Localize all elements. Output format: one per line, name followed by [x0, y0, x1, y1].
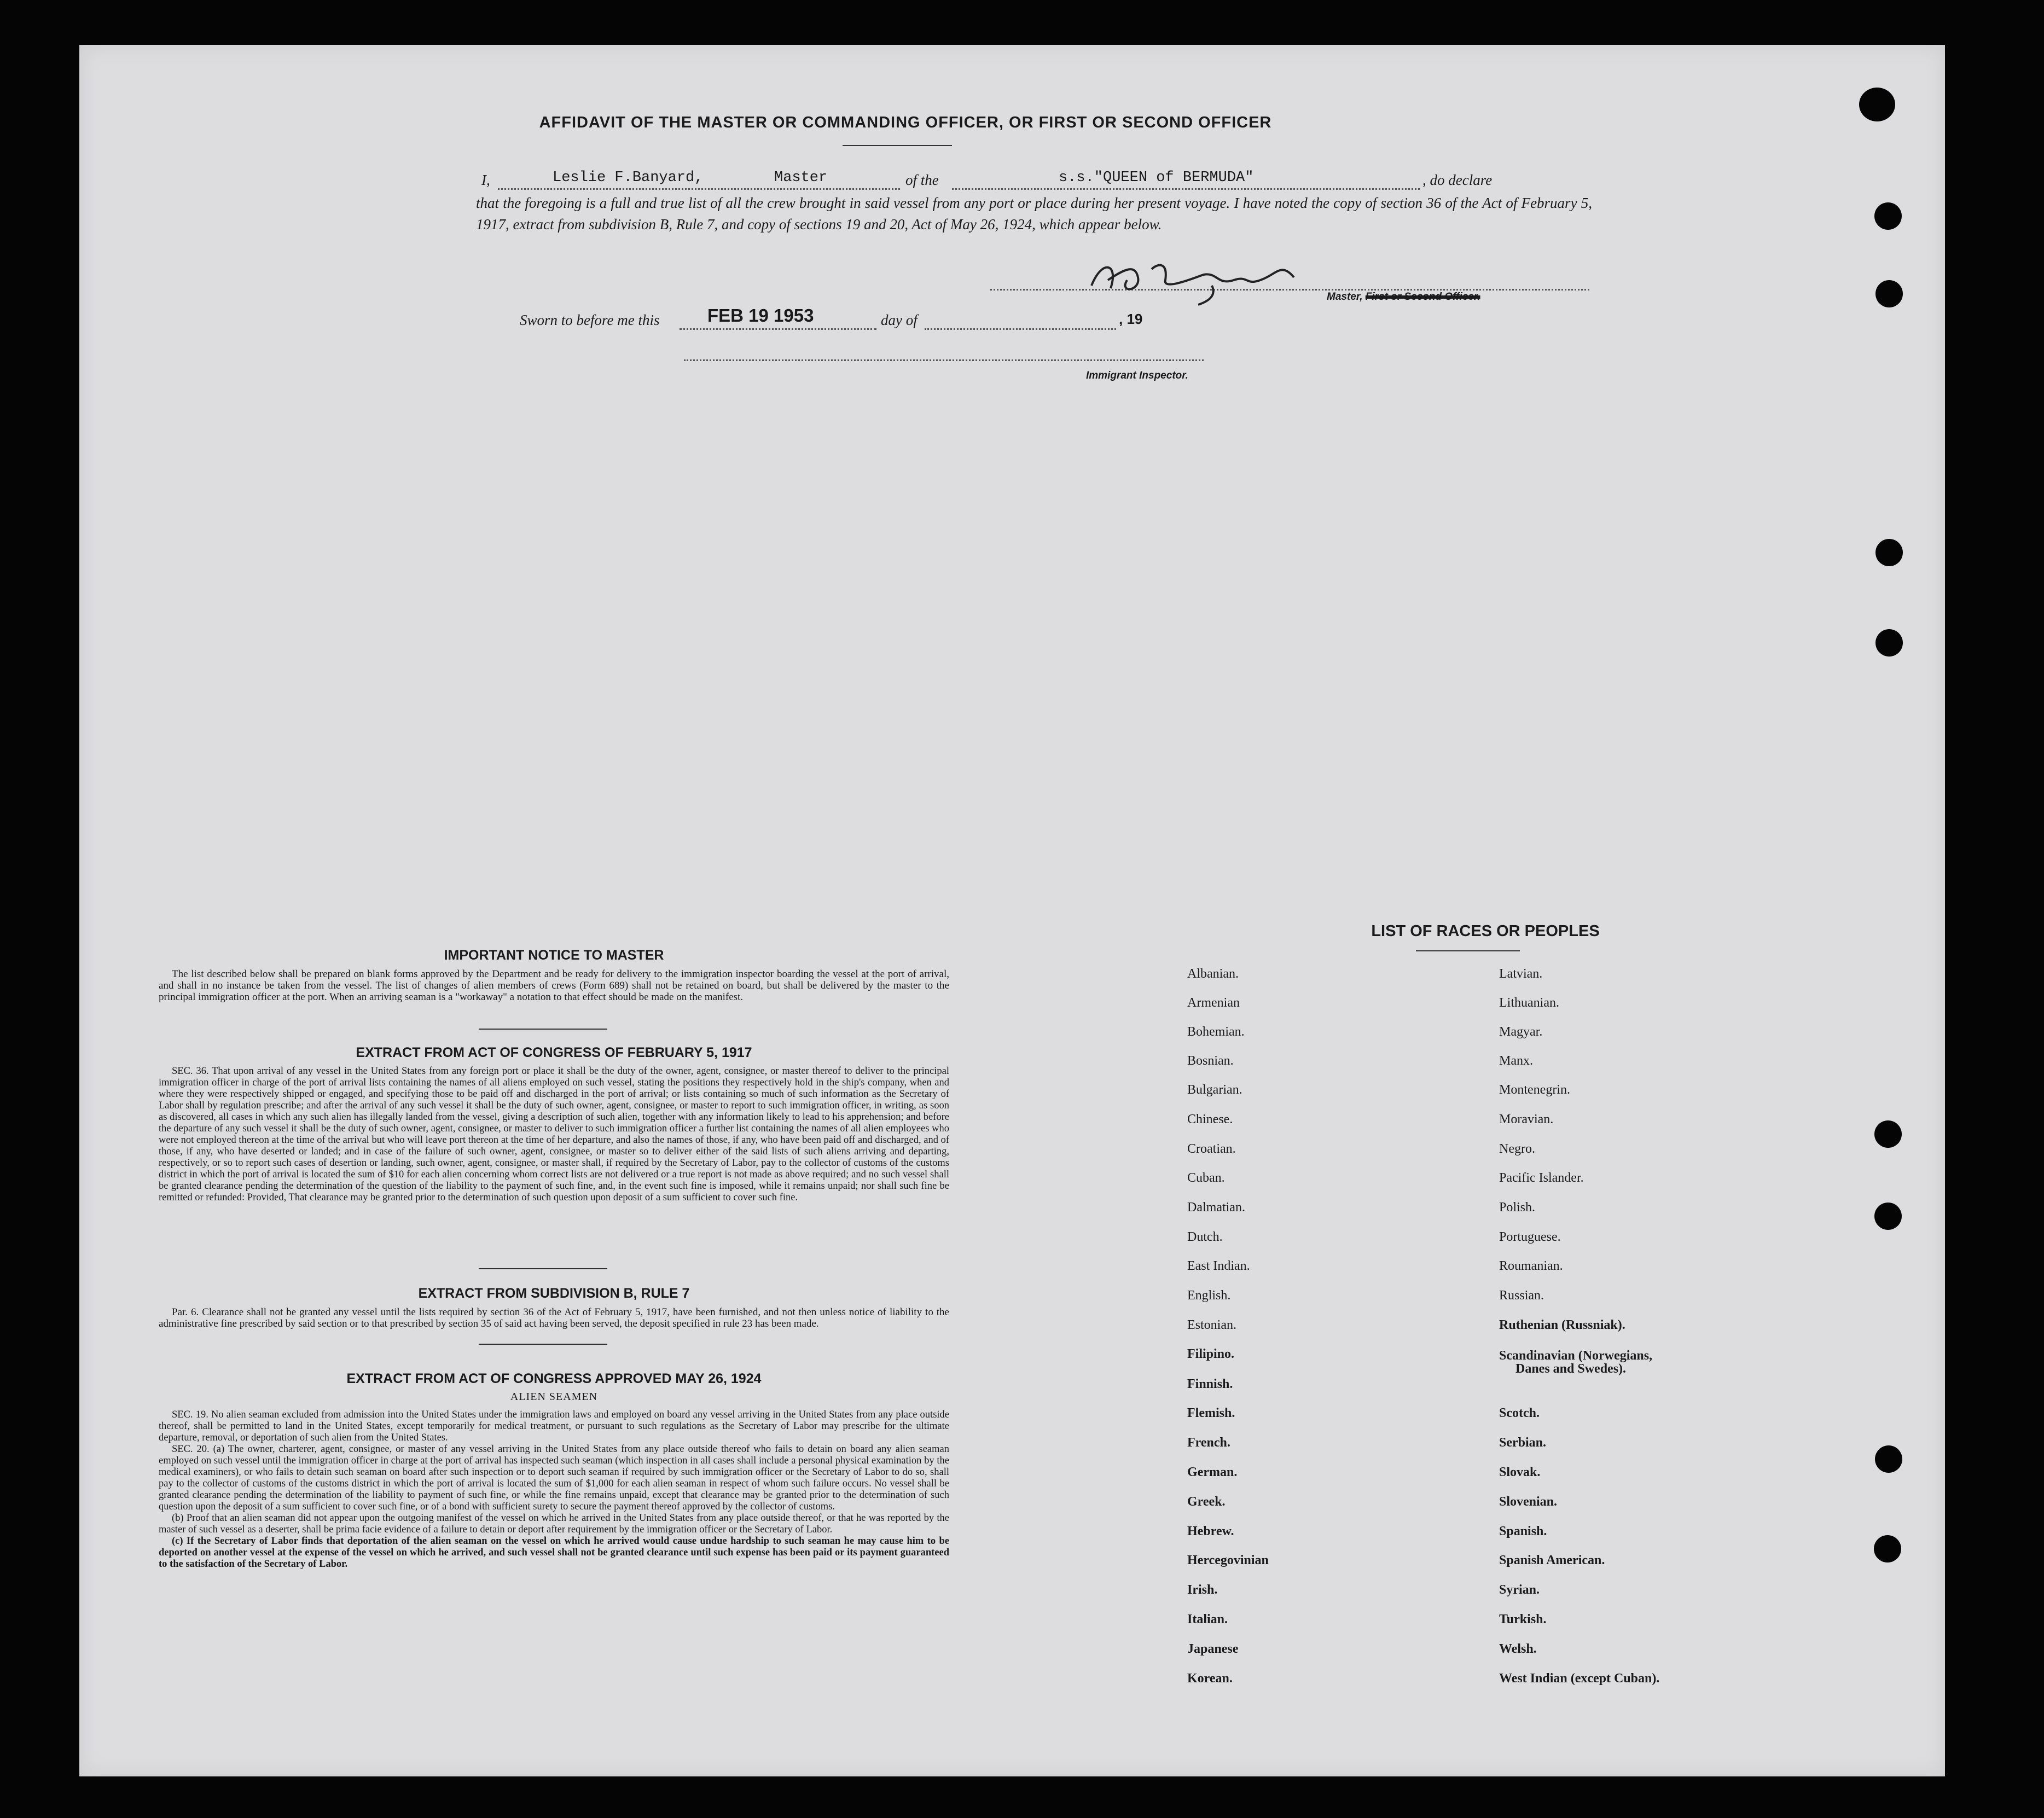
master-caption-text: Master,	[1327, 291, 1366, 303]
sec-20a-paragraph: SEC. 20. (a) The owner, charterer, agent, consignee, or master of any vessel arriving in the United States from any place outside thereof who fails to detain on board any alien seaman employed on such vessel until the immigration officer in charge at the port of arrival has inspected such seaman (which inspection in all cases shall include a personal physical examination by the medical examiners), or who fails to detain such seaman on board after such inspection or to deport such seaman if required by such immigration officer or the Secretary of Labor to do so, shall pay to the collector of customs of the customs district in which the port of arrival is located the sum of $1,000 for each alien seaman in respect of whom such failure occurs. No vessel shall be granted clearance pending the determination of the liability to payment of such fine, or while the fine remains unpaid, except that clearance may be granted prior to the determination of such question upon the deposit of a sum sufficient to cover such fine, or of a bond with sufficient surety to secure the payment thereof approved by the collector of customs.	[159, 1444, 949, 1512]
vessel-name: s.s."QUEEN of BERMUDA"	[1059, 170, 1254, 186]
race-item: Flemish.	[1187, 1406, 1235, 1420]
race-item: Estonian.	[1187, 1318, 1236, 1332]
i-label: I,	[481, 172, 490, 188]
races-title: LIST OF RACES OR PEOPLES	[1371, 922, 1600, 940]
race-item: Manx.	[1499, 1054, 1533, 1068]
master-name: Leslie F.Banyard,	[553, 170, 704, 186]
act-1917-title: EXTRACT FROM ACT OF CONGRESS OF FEBRUARY 5, 1917	[356, 1045, 752, 1060]
master-caption	[1327, 291, 1480, 303]
races-title-rule	[1416, 950, 1520, 951]
declaration-line	[481, 170, 1592, 191]
race-item: Chinese.	[1187, 1112, 1233, 1126]
race-item: Finnish.	[1187, 1377, 1233, 1391]
race-item: Serbian.	[1499, 1436, 1547, 1450]
race-item: Magyar.	[1499, 1025, 1543, 1039]
race-item: Ruthenian (Russniak).	[1499, 1318, 1625, 1332]
sec-36-paragraph: SEC. 36. That upon arrival of any vessel in the United States from any foreign port or place it shall be the duty of the owner, agent, consignee, or master thereof to deliver to the principal immigration officer in charge of the port of arrival lists containing the names of all aliens employed on such vessel, stating the positions they respectively hold in the ship's company, when and where they were respectively shipped or engaged, and specifying those to be paid off and discharged in the port of arrival; or lists containing so much of such information as the Secretary of Labor shall by regulation prescribe; and after the arrival of any such vessel it shall be the duty of such owner, agent, consignee, or master to report to such immigration officer, in writing, as soon as discovered, all cases in which any such alien has illegally landed from the vessel, giving a description of such alien, together with any information likely to lead to his apprehension; and before the departure of any such vessel it shall be the duty of such owner, agent, consignee, or master to deliver to such immigration officer a further list containing the names of all alien employees who were not employed thereon at the time of the arrival but who will leave port thereon at the time of her departure, and also the names of those, if any, who have been paid off and discharged, and of those, if any, who have deserted or landed; and in case of the failure of such owner, agent, consignee, or master so to deliver either of the said lists of such aliens arriving and departing, respectively, or so to report such cases of desertion or landing, such owner, agent, consignee, or master shall, if required by the Secretary of Labor, pay to the collector of customs of the customs district in which the port of arrival is located the sum of $10 for each alien concerning whom correct lists are not delivered or a true report is not made as above required; and no such vessel shall be granted clearance pending the determination of the question of the liability to the payment of such fine, and, in the event such fine is imposed, while it remains unpaid; nor shall such fine be remitted or refunded: Provided, That clearance may be granted prior to the determination of such question upon deposit of a sum sufficient to cover such fine.	[159, 1066, 949, 1203]
act-1924-subtitle: ALIEN SEAMEN	[510, 1391, 598, 1403]
year-prefix: , 19	[1119, 311, 1143, 327]
race-item: Hebrew.	[1187, 1524, 1234, 1538]
race-item: Irish.	[1187, 1583, 1218, 1597]
punch-hole	[1874, 1120, 1902, 1148]
inspector-caption: Immigrant Inspector.	[1086, 370, 1188, 381]
punch-hole	[1874, 1203, 1902, 1230]
master-signature	[1086, 247, 1316, 307]
race-item: Portuguese.	[1499, 1230, 1561, 1244]
race-item: Croatian.	[1187, 1142, 1236, 1156]
race-item: Japanese	[1187, 1642, 1239, 1656]
race-item: Montenegrin.	[1499, 1083, 1570, 1097]
form-page	[79, 45, 1945, 1776]
race-item: Spanish American.	[1499, 1553, 1605, 1567]
race-item: Slovenian.	[1499, 1495, 1558, 1509]
race-item: Turkish.	[1499, 1612, 1547, 1627]
month-blank	[925, 307, 1116, 330]
notice-paragraph: The list described below shall be prepared on blank forms approved by the Department and be ready for delivery to the immigration inspector boarding the vessel at the port of arrival, and shall in no instance be taken from the vessel. The list of changes of alien members of crews (Form 689) shall not be retained on board, but shall be delivered by the master to the principal immigration officer at the port. When an arriving seaman is a "workaway" a notation to that effect should be made on the manifest.	[159, 968, 949, 1003]
race-item: Latvian.	[1499, 967, 1543, 981]
race-item: Armenian	[1187, 996, 1240, 1010]
master-rank: Master	[774, 170, 828, 186]
race-item: East Indian.	[1187, 1259, 1250, 1273]
punch-hole	[1875, 629, 1903, 657]
race-item: Spanish.	[1499, 1524, 1547, 1538]
race-item: Greek.	[1187, 1495, 1226, 1509]
race-item: Hercegovinian	[1187, 1553, 1269, 1567]
race-item: Lithuanian.	[1499, 996, 1559, 1010]
race-item: Negro.	[1499, 1142, 1535, 1156]
race-item: Bulgarian.	[1187, 1083, 1242, 1097]
race-item: Polish.	[1499, 1200, 1536, 1215]
sec-19-paragraph: SEC. 19. No alien seaman excluded from admission into the United States under the immigration laws and employed on board any vessel arriving in the United States from any place outside thereof, shall be permitted to land in the United States, except temporarily for medical treatment, or pursuant to such regulations as the Secretary of Labor may prescribe for the ultimate departure, removal, or deportation of such alien from the United States.	[159, 1409, 949, 1443]
race-item: Danes and Swedes).	[1515, 1362, 1627, 1376]
race-item: Russian.	[1499, 1288, 1544, 1303]
punch-hole	[1875, 539, 1903, 566]
sworn-line	[520, 307, 1231, 329]
race-item: Slovak.	[1499, 1465, 1541, 1479]
race-item: Welsh.	[1499, 1642, 1537, 1656]
punch-hole	[1875, 1445, 1902, 1473]
act-1924-text	[159, 1409, 949, 1570]
do-declare-label: , do declare	[1422, 172, 1493, 188]
divider-rule	[479, 1268, 607, 1269]
affidavit-title: AFFIDAVIT OF THE MASTER OR COMMANDING OFFICER, OR FIRST OR SECOND OFFICER	[539, 114, 1272, 131]
punch-hole	[1874, 1535, 1901, 1563]
day-of-label: day of	[881, 312, 918, 328]
act-1917-text	[159, 1066, 949, 1204]
punch-hole	[1874, 202, 1902, 230]
race-item: Roumanian.	[1499, 1259, 1563, 1273]
punch-hole	[1875, 280, 1903, 307]
of-the-label: of the	[905, 172, 939, 188]
race-item: Bohemian.	[1187, 1025, 1245, 1039]
rule-7-text	[159, 1306, 949, 1329]
race-item: English.	[1187, 1288, 1231, 1303]
race-item: Bosnian.	[1187, 1054, 1234, 1068]
race-item: West Indian (except Cuban).	[1499, 1671, 1660, 1686]
race-item: Syrian.	[1499, 1583, 1540, 1597]
race-item: French.	[1187, 1436, 1230, 1450]
struck-officer-text: First or Second Officer.	[1365, 291, 1480, 303]
race-item: Scandinavian (Norwegians,	[1499, 1349, 1653, 1363]
race-item: German.	[1187, 1465, 1238, 1479]
divider-rule	[479, 1344, 607, 1345]
notice-title: IMPORTANT NOTICE TO MASTER	[444, 948, 664, 963]
sec-20c-paragraph: (c) If the Secretary of Labor finds that deportation of the alien seaman on the vessel on which he arrived would cause undue hardship to such seaman he may cause him to be deported on another vessel at the expense of the vessel on which he arrived, and such vessel shall not be granted clearance until such expense has been paid or its payment guaranteed to the satisfaction of the Secretary of Labor.	[159, 1536, 949, 1570]
sec-20b-paragraph: (b) Proof that an alien seaman did not appear upon the outgoing manifest of the vessel on which he arrived in the United States from any place outside thereof, or that he was reported by the master of such vessel as a deserter, shall be prima facie evidence of a failure to detain or deport after requirement by the immigration officer or the Secretary of Labor.	[159, 1513, 949, 1535]
race-item: Scotch.	[1499, 1406, 1540, 1420]
sworn-date-stamp: FEB 19 1953	[707, 305, 814, 326]
notice-text	[159, 968, 949, 1003]
sworn-label: Sworn to before me this	[520, 312, 660, 328]
rule-7-title: EXTRACT FROM SUBDIVISION B, RULE 7	[418, 1286, 690, 1301]
race-item: Albanian.	[1187, 967, 1239, 981]
par-6-paragraph: Par. 6. Clearance shall not be granted any vessel until the lists required by section 36 of the Act of February 5, 1917, have been furnished, and not then unless notice of liability to the administrative fine prescribed by said section or to that prescribed by section 35 of said act having been served, the deposit specified in rule 23 has been made.	[159, 1306, 949, 1329]
inspector-signature-line	[684, 349, 1204, 361]
race-item: Pacific Islander.	[1499, 1171, 1584, 1185]
race-item: Italian.	[1187, 1612, 1228, 1627]
race-item: Filipino.	[1187, 1347, 1235, 1361]
race-item: Korean.	[1187, 1671, 1233, 1686]
race-item: Dalmatian.	[1187, 1200, 1245, 1215]
act-1924-title: EXTRACT FROM ACT OF CONGRESS APPROVED MAY 26, 1924	[346, 1371, 762, 1386]
race-item: Dutch.	[1187, 1230, 1223, 1244]
title-rule	[843, 145, 952, 146]
divider-rule	[479, 1029, 607, 1030]
race-item: Cuban.	[1187, 1171, 1225, 1185]
punch-hole	[1859, 88, 1895, 121]
race-item: Moravian.	[1499, 1112, 1554, 1126]
declaration-body: that the foregoing is a full and true list of all the crew brought in said vessel from any port or place during her present voyage. I have noted the copy of section 36 of the Act of February 5, 1917, extract from subdivision B, Rule 7, and copy of sections 19 and 20, Act of May 26, 1924, which appear below.	[476, 195, 1592, 233]
